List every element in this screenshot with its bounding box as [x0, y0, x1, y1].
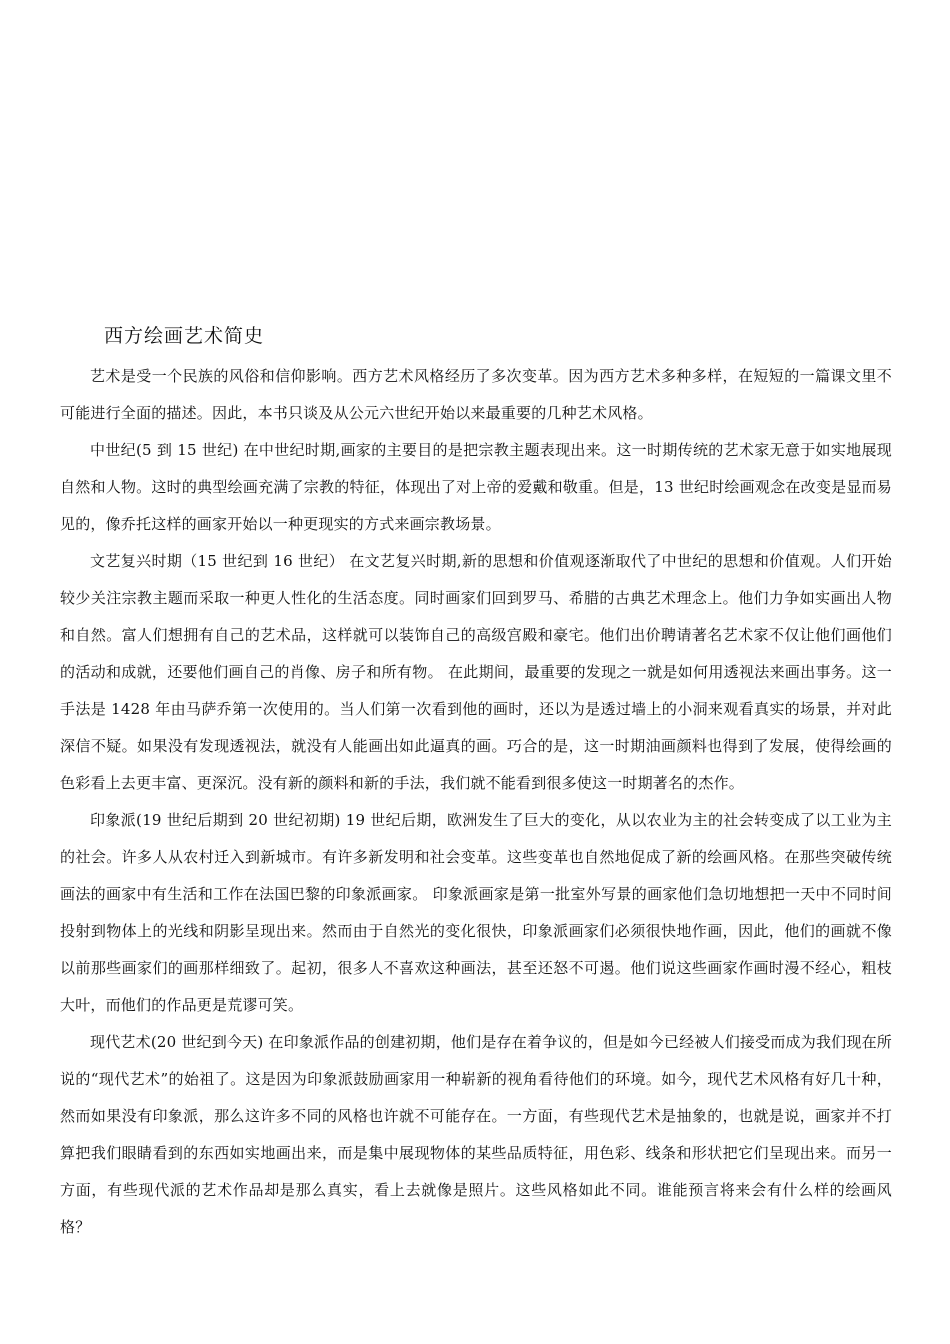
document-title: 西方绘画艺术简史	[104, 325, 265, 347]
paragraph-impressionism: 印象派(19 世纪后期到 20 世纪初期) 19 世纪后期，欧洲发生了巨大的变化，从以农业为主的社会转变成了以工业为主的社会。许多人从农村迁入到新城市。有许多新发明和社会变革。这些变革也自然地促成了新的绘画风格。在那些突破传统画法的画家中有生活和工作在法国巴黎的印象派画家。 印象派画家是第一批室外写景的画家他们急切地想把一天中不同时间投射到物体上的光线和阴影呈现出来。然而由于自然光的变化很快，印象派画家们必须很快地作画，因此，他们的画就不像以前那些画家们的画那样细致了。起初，很多人不喜欢这种画法，甚至还怒不可遏。他们说这些画家作画时漫不经心，粗枝大叶，而他们的作品更是荒谬可笑。	[60, 811, 892, 1014]
document-body	[60, 358, 892, 1246]
paragraph-middle-ages: 中世纪(5 到 15 世纪) 在中世纪时期,画家的主要目的是把宗教主题表现出来。这一时期传统的艺术家无意于如实地展现自然和人物。这时的典型绘画充满了宗教的特征，体现出了对上帝的爱戴和敬重。但是，13 世纪时绘画观念在改变是显而易见的，像乔托这样的画家开始以一种更现实的方式来画宗教场景。	[60, 441, 892, 533]
paragraph-modern-art: 现代艺术(20 世纪到今天) 在印象派作品的创建初期，他们是存在着争议的，但是如今已经被人们接受而成为我们现在所说的“现代艺术”的始祖了。这是因为印象派鼓励画家用一种崭新的视角看待他们的环境。如今，现代艺术风格有好几十种，然而如果没有印象派，那么这许多不同的风格也许就不可能存在。一方面，有些现代艺术是抽象的，也就是说，画家并不打算把我们眼睛看到的东西如实地画出来，而是集中展现物体的某些品质特征，用色彩、线条和形状把它们呈现出来。而另一方面，有些现代派的艺术作品却是那么真实，看上去就像是照片。这些风格如此不同。谁能预言将来会有什么样的绘画风格？	[60, 1033, 892, 1236]
paragraph-renaissance: 文艺复兴时期（15 世纪到 16 世纪） 在文艺复兴时期,新的思想和价值观逐渐取代了中世纪的思想和价值观。人们开始较少关注宗教主题而采取一种更人性化的生活态度。同时画家们回到罗马、希腊的古典艺术理念上。他们力争如实画出人物和自然。富人们想拥有自己的艺术品，这样就可以装饰自己的高级宫殿和豪宅。他们出价聘请著名艺术家不仅让他们画他们的活动和成就，还要他们画自己的肖像、房子和所有物。 在此期间，最重要的发现之一就是如何用透视法来画出事务。这一手法是 1428 年由马萨乔第一次使用的。当人们第一次看到他的画时，还以为是透过墙上的小洞来观看真实的场景，并对此深信不疑。如果没有发现透视法，就没有人能画出如此逼真的画。巧合的是，这一时期油画颜料也得到了发展，使得绘画的色彩看上去更丰富、更深沉。没有新的颜料和新的手法，我们就不能看到很多使这一时期著名的杰作。	[60, 552, 892, 792]
paragraph-intro: 艺术是受一个民族的风俗和信仰影响。西方艺术风格经历了多次变革。因为西方艺术多种多样，在短短的一篇课文里不可能进行全面的描述。因此，本书只谈及从公元六世纪开始以来最重要的几种艺术风格。	[60, 367, 892, 422]
